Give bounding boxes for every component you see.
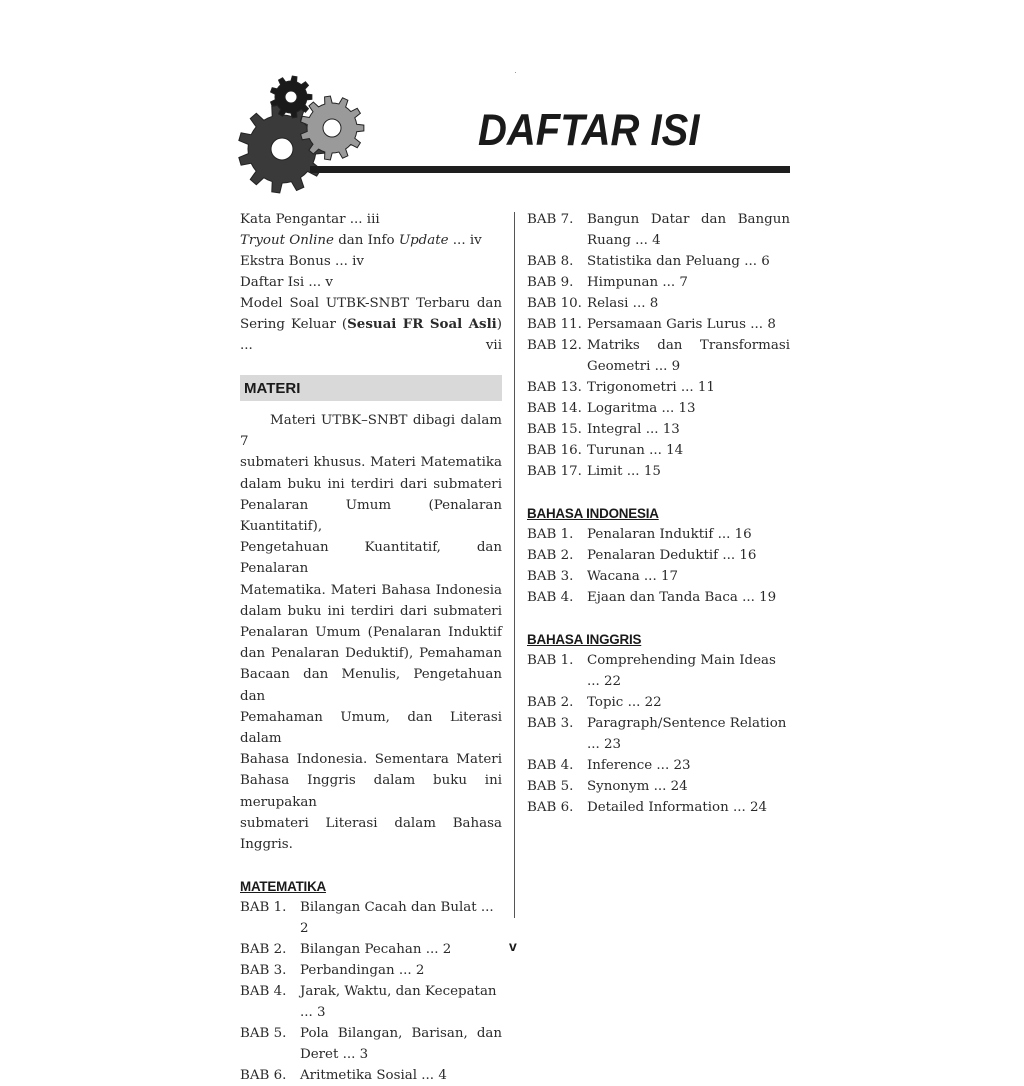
chapter-title-line: Limit ... 15: [587, 464, 661, 479]
paragraph-line: submateri khusus. Materi Matematika: [240, 455, 502, 471]
paragraph-line: dalam buku ini terdiri dari submateri: [240, 476, 502, 492]
chapter-entry: [527, 461, 790, 482]
paragraph-line: Penalaran Umum (Penalaran Induktif: [240, 625, 502, 641]
chapter-entry: [527, 713, 790, 755]
front-matter-text: dan Info: [333, 233, 399, 248]
chapter-title-line: Turunan ... 14: [587, 443, 684, 458]
chapter-number: BAB 5.: [527, 779, 574, 794]
chapter-title: [587, 566, 790, 587]
front-matter-label: Model Soal UTBK-SNBT Terbaru dan: [240, 296, 502, 311]
chapter-number: BAB 6.: [240, 1068, 287, 1084]
chapter-entry: [527, 587, 790, 608]
chapter-number: BAB 5.: [240, 1026, 287, 1042]
chapter-entry: [527, 209, 790, 251]
chapter-list: [527, 524, 790, 608]
chapter-number: BAB 8.: [527, 254, 574, 269]
chapter-number: BAB 3.: [527, 569, 574, 584]
chapter-title-line: Pola Bilangan, Barisan, dan: [300, 1026, 502, 1042]
chapter-title-line: Penalaran Deduktif ... 16: [587, 548, 757, 563]
chapter-title: [587, 545, 790, 566]
chapter-title-line: Bangun Datar dan Bangun: [587, 212, 790, 227]
chapter-title: [587, 272, 790, 293]
front-matter-item-continued: [240, 314, 502, 356]
materi-heading: MATERI: [240, 375, 502, 401]
chapter-number: BAB 6.: [527, 800, 574, 815]
section-heading: BAHASA INDONESIA: [527, 506, 659, 521]
paragraph-line: Pemahaman Umum, dan Literasi dalam: [240, 709, 502, 747]
chapter-title-line: Comprehending Main Ideas ... 22: [587, 653, 776, 689]
chapter-title-line: Perbandingan ... 2: [300, 963, 425, 979]
chapter-title: [587, 524, 790, 545]
front-matter-text: ) ... vii: [240, 317, 502, 353]
chapter-title-line: Ejaan dan Tanda Baca ... 19: [587, 590, 777, 605]
chapter-entry: [527, 776, 790, 797]
chapter-title-line: Ruang ... 4: [587, 233, 661, 248]
chapter-title: [300, 1065, 502, 1086]
chapter-entry: [527, 566, 790, 587]
chapter-entry: [527, 545, 790, 566]
chapter-entry: [240, 1065, 502, 1086]
right-column: [527, 209, 790, 818]
chapter-title-line: Logaritma ... 13: [587, 401, 696, 416]
chapter-entry: [527, 692, 790, 713]
paragraph-line: Bacaan dan Menulis, Pengetahuan dan: [240, 667, 502, 704]
chapter-title: [587, 461, 790, 482]
chapter-title: [587, 377, 790, 398]
front-matter-label: Daftar Isi ... v: [240, 275, 333, 290]
chapter-title: [300, 1023, 502, 1065]
front-matter-item: [240, 293, 502, 314]
chapter-title-line: Bilangan Pecahan ... 2: [300, 942, 452, 958]
front-matter-item: [240, 272, 502, 293]
paragraph-line: dan Penalaran Deduktif), Pemahaman: [240, 646, 502, 662]
chapter-title: [587, 713, 790, 755]
front-matter-italic: Update: [398, 233, 449, 248]
chapter-entry: [527, 335, 790, 377]
front-matter-item: [240, 251, 502, 272]
chapter-number: BAB 2.: [527, 695, 574, 710]
chapter-title-line: Penalaran Induktif ... 16: [587, 527, 752, 542]
chapter-title-line: Paragraph/Sentence Relation ... 23: [587, 716, 787, 752]
chapter-entry: [527, 755, 790, 776]
chapter-entry: [527, 650, 790, 692]
chapter-title: [300, 897, 502, 939]
page-title: DAFTAR ISI: [478, 106, 700, 156]
chapter-entry: [240, 1023, 502, 1065]
chapter-title: [587, 776, 790, 797]
speck: [515, 72, 516, 73]
chapter-entry: [527, 524, 790, 545]
title-rule: [310, 166, 790, 173]
bahasa-inggris-section: [527, 629, 790, 818]
chapter-list: [240, 897, 502, 1086]
chapter-title-line: Deret ... 3: [300, 1047, 369, 1063]
chapter-title-line: Bilangan Cacah dan Bulat ... 2: [300, 900, 494, 937]
materi-paragraph: [240, 410, 502, 855]
column-divider: [514, 212, 515, 918]
paragraph-line: submateri Literasi dalam Bahasa Inggris.: [240, 815, 502, 853]
chapter-title-line: Wacana ... 17: [587, 569, 678, 584]
chapter-number: BAB 10.: [527, 296, 582, 311]
chapter-title-line: Himpunan ... 7: [587, 275, 688, 290]
chapter-title: [587, 293, 790, 314]
chapter-list: [527, 209, 790, 482]
chapter-title: [587, 587, 790, 608]
chapter-entry: [527, 440, 790, 461]
front-matter-label: Ekstra Bonus ... iv: [240, 254, 364, 269]
chapter-number: BAB 12.: [527, 338, 582, 353]
chapter-number: BAB 13.: [527, 380, 582, 395]
paragraph-line: Materi UTBK–SNBT dibagi dalam 7: [240, 413, 502, 450]
chapter-title: [587, 398, 790, 419]
chapter-title-line: Trigonometri ... 11: [587, 380, 715, 395]
paragraph-line: Penalaran Umum (Penalaran Kuantitatif),: [240, 497, 502, 535]
front-matter-item: [240, 230, 502, 251]
chapter-entry: [527, 293, 790, 314]
chapter-number: BAB 14.: [527, 401, 582, 416]
chapter-number: BAB 16.: [527, 443, 582, 458]
chapter-title-line: Integral ... 13: [587, 422, 680, 437]
chapter-entry: [240, 960, 502, 981]
chapter-number: BAB 11.: [527, 317, 582, 332]
bahasa-indonesia-section: [527, 503, 790, 608]
chapter-title-line: Synonym ... 24: [587, 779, 688, 794]
chapter-number: BAB 4.: [527, 758, 574, 773]
chapter-number: BAB 15.: [527, 422, 582, 437]
chapter-title: [587, 335, 790, 377]
chapter-number: BAB 2.: [240, 942, 287, 958]
chapter-title-line: Inference ... 23: [587, 758, 691, 773]
chapter-number: BAB 17.: [527, 464, 582, 479]
chapter-list: [527, 650, 790, 818]
chapter-title: [587, 797, 790, 818]
chapter-title-line: Detailed Information ... 24: [587, 800, 768, 815]
chapter-entry: [527, 398, 790, 419]
paragraph-line: Bahasa Indonesia. Sementara Materi: [240, 752, 502, 768]
section-heading: BAHASA INGGRIS: [527, 632, 642, 647]
chapter-title: [300, 939, 502, 960]
front-matter-text: Sering Keluar (: [240, 317, 348, 332]
chapter-entry: [527, 419, 790, 440]
chapter-number: BAB 4.: [240, 984, 287, 1000]
matematika-section: [240, 876, 502, 1086]
chapter-entry: [240, 897, 502, 939]
chapter-number: BAB 3.: [240, 963, 287, 979]
paragraph-line: dalam buku ini terdiri dari submateri: [240, 603, 502, 619]
chapter-entry: [527, 314, 790, 335]
page-number: v: [509, 938, 517, 954]
chapter-number: BAB 1.: [527, 527, 574, 542]
chapter-title-line: Statistika dan Peluang ... 6: [587, 254, 770, 269]
front-matter-label: Kata Pengantar ... iii: [240, 212, 380, 227]
chapter-entry: [527, 251, 790, 272]
front-matter-item: [240, 209, 502, 230]
left-column: [240, 209, 502, 1086]
chapter-title-line: Persamaan Garis Lurus ... 8: [587, 317, 776, 332]
chapter-title: [300, 960, 502, 981]
chapter-number: BAB 3.: [527, 716, 574, 731]
section-heading: MATEMATIKA: [240, 879, 327, 895]
chapter-title: [587, 209, 790, 251]
chapter-title: [587, 755, 790, 776]
chapter-number: BAB 2.: [527, 548, 574, 563]
chapter-entry: [527, 272, 790, 293]
front-matter-bold: Sesuai FR Soal Asli: [347, 316, 497, 332]
paragraph-line: Bahasa Inggris dalam buku ini merupakan: [240, 773, 502, 810]
chapter-title-line: Geometri ... 9: [587, 359, 681, 374]
paragraph-line: Matematika. Materi Bahasa Indonesia: [240, 582, 502, 598]
chapter-title: [587, 419, 790, 440]
chapter-title-line: Topic ... 22: [587, 695, 662, 710]
medium-gear-icon: [301, 96, 364, 160]
chapter-number: BAB 4.: [527, 590, 574, 605]
chapter-entry: [527, 797, 790, 818]
front-matter-text: ... iv: [448, 233, 482, 248]
chapter-title: [587, 314, 790, 335]
front-matter-italic: Tryout Online: [240, 233, 334, 248]
gears-icon: [236, 72, 368, 194]
paragraph-line: Pengetahuan Kuantitatif, dan Penalaran: [240, 540, 502, 577]
chapter-title-line: Relasi ... 8: [587, 296, 659, 311]
chapter-title: [587, 650, 790, 692]
chapter-title-line: Aritmetika Sosial ... 4: [300, 1068, 447, 1084]
chapter-title: [587, 692, 790, 713]
chapter-title-line: Matriks dan Transformasi: [587, 338, 790, 353]
chapter-entry: [527, 377, 790, 398]
chapter-number: BAB 1.: [527, 653, 574, 668]
chapter-title-line: Jarak, Waktu, dan Kecepatan ... 3: [300, 984, 497, 1021]
chapter-entry: [240, 981, 502, 1023]
chapter-title: [300, 981, 502, 1023]
chapter-number: BAB 1.: [240, 900, 287, 916]
chapter-entry: [240, 939, 502, 960]
chapter-number: BAB 9.: [527, 275, 574, 290]
chapter-number: BAB 7.: [527, 212, 574, 227]
chapter-title: [587, 251, 790, 272]
chapter-title: [587, 440, 790, 461]
